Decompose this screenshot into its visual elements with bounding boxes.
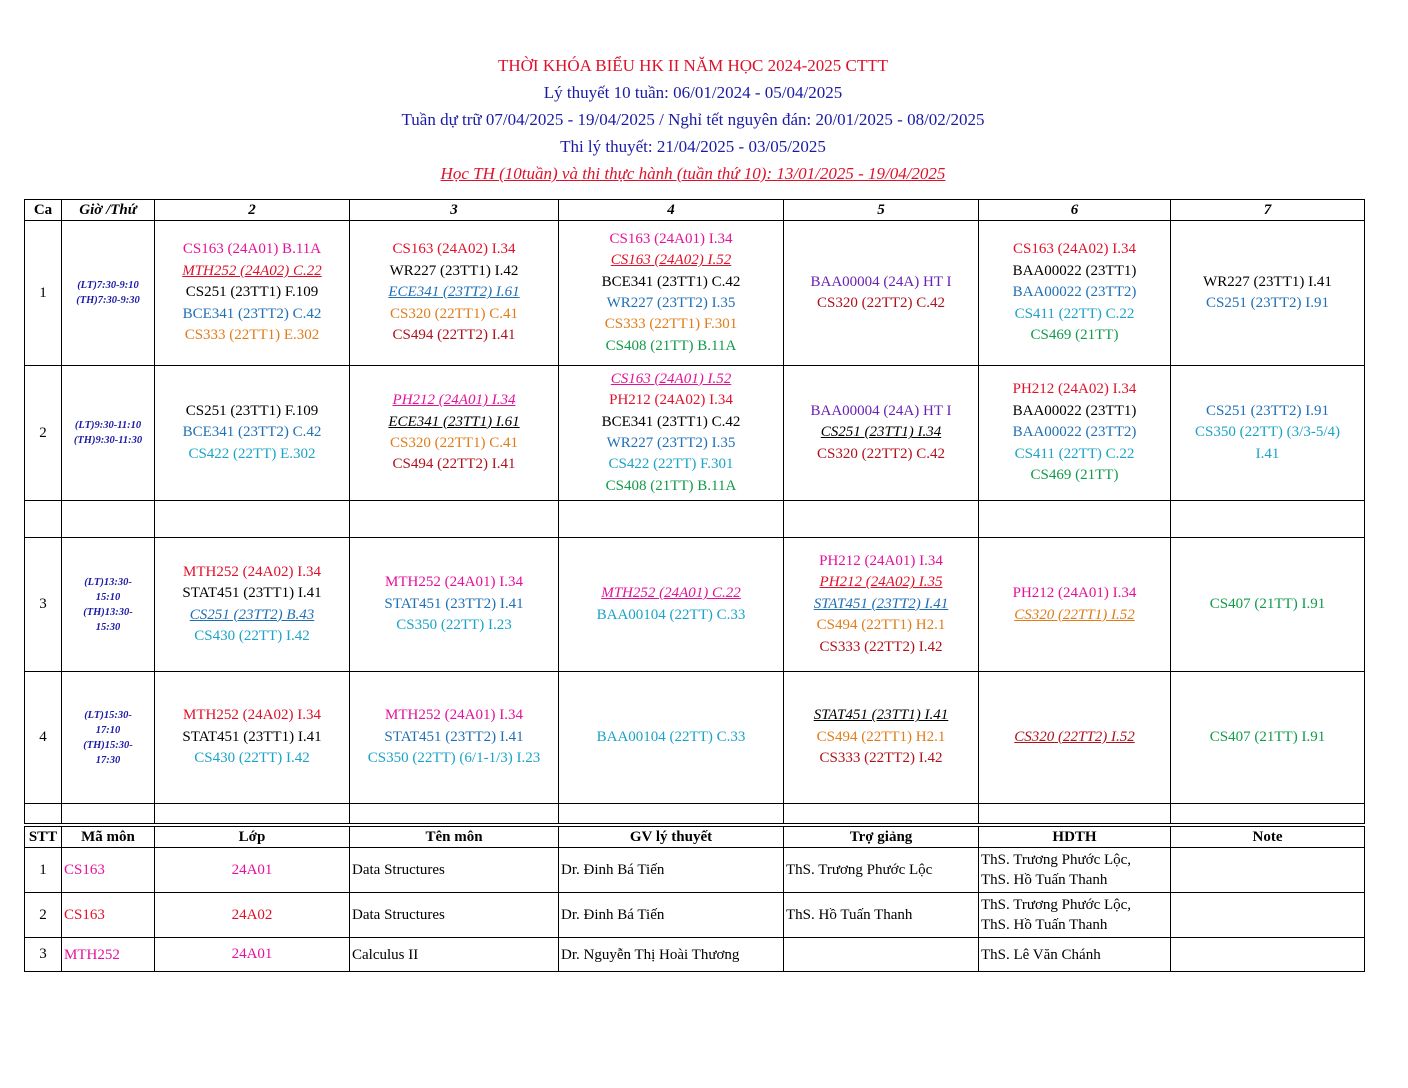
class-entry: CS469 (21TT) — [1030, 327, 1119, 344]
schedule-header-cell: 5 — [784, 200, 979, 221]
lab-instructor: ThS. Hồ Tuấn Thanh — [981, 872, 1108, 888]
schedule-row — [25, 538, 1365, 672]
class-entry: CS430 (22TT) I.42 — [194, 750, 310, 767]
time-line: (TH)9:30-11:30 — [73, 435, 143, 446]
class-entry: CS333 (22TT2) I.42 — [819, 638, 943, 655]
day-cell — [979, 221, 1171, 366]
class-entry: STAT451 (23TT2) I.41 — [384, 595, 524, 612]
day-cell — [559, 672, 784, 804]
time-line: 15:30 — [95, 621, 121, 633]
class-entry: CS494 (22TT1) H2.1 — [816, 728, 946, 745]
class-entry: CS469 (21TT) — [1030, 467, 1119, 484]
class-entry: CS422 (22TT) E.302 — [188, 445, 316, 462]
session-time — [62, 538, 155, 672]
spacer-row — [25, 804, 1365, 824]
course-note — [1171, 848, 1365, 893]
class-entry: BCE341 (23TT1) C.42 — [601, 273, 741, 290]
class-entry: CS251 (23TT2) B.43 — [189, 606, 315, 623]
class-entry: CS411 (22TT) C.22 — [1014, 305, 1135, 322]
class-entry: BAA00004 (24A) HT I — [810, 273, 952, 290]
class-entry: BAA00022 (23TT1) — [1012, 402, 1137, 419]
class-entry: MTH252 (24A01) C.22 — [601, 585, 741, 602]
lab-instructors — [979, 848, 1171, 893]
course-code: CS163 — [62, 893, 155, 938]
class-entry: CS350 (22TT) (6/1-1/3) I.23 — [367, 750, 541, 767]
course-class: 24A01 — [155, 938, 350, 972]
empty-cell — [25, 501, 62, 538]
day-cell — [1171, 221, 1365, 366]
class-entry: CS320 (22TT1) C.41 — [390, 435, 518, 451]
empty-cell — [155, 804, 350, 824]
teaching-assistant: ThS. Hồ Tuấn Thanh — [784, 893, 979, 938]
course-class: 24A02 — [155, 893, 350, 938]
time-line: 15:10 — [95, 591, 121, 603]
schedule-header-row — [25, 200, 1365, 221]
class-entry: CS494 (22TT2) I.41 — [392, 327, 516, 344]
day-cell — [559, 366, 784, 501]
day-cell — [155, 366, 350, 501]
time-line: (TH)7:30-9:30 — [76, 295, 140, 306]
course-row — [25, 893, 1365, 938]
class-entry: CS163 (24A02) I.34 — [392, 241, 516, 258]
session-time — [62, 221, 155, 366]
course-index: 1 — [25, 848, 62, 893]
theory-lecturer: Dr. Đinh Bá Tiến — [559, 848, 784, 893]
course-note — [1171, 938, 1365, 972]
empty-cell — [559, 804, 784, 824]
session-time — [62, 672, 155, 804]
class-entry: CS333 (22TT1) E.302 — [184, 327, 320, 344]
class-entry: WR227 (23TT1) I.41 — [1203, 273, 1332, 290]
class-entry: WR227 (23TT1) I.42 — [389, 262, 519, 279]
day-cell — [979, 672, 1171, 804]
class-entry: BCE341 (23TT2) C.42 — [182, 424, 322, 441]
class-entry: CS350 (22TT) I.23 — [396, 617, 512, 634]
class-entry: PH212 (24A01) I.34 — [392, 392, 516, 409]
empty-cell — [784, 501, 979, 538]
empty-cell — [155, 501, 350, 538]
course-header-cell: GV lý thuyết — [559, 827, 784, 848]
course-code: CS163 — [62, 848, 155, 893]
schedule-header-cell: 7 — [1171, 200, 1365, 221]
day-cell — [155, 672, 350, 804]
course-note — [1171, 893, 1365, 938]
time-line: (LT)9:30-11:10 — [74, 420, 142, 431]
class-entry: CS320 (22TT2) C.42 — [817, 445, 945, 462]
empty-cell — [350, 804, 559, 824]
day-cell — [784, 538, 979, 672]
class-entry: CS320 (22TT1) I.52 — [1014, 606, 1135, 623]
day-cell — [1171, 366, 1365, 501]
class-entry: MTH252 (24A01) I.34 — [385, 574, 523, 591]
class-entry: CS163 (24A02) I.52 — [610, 252, 732, 269]
class-entry: CS494 (22TT2) I.41 — [392, 456, 516, 473]
time-line: 17:30 — [95, 754, 121, 766]
schedule-row — [25, 221, 1365, 366]
class-entry: STAT451 (23TT2) I.41 — [813, 595, 949, 612]
empty-cell — [979, 804, 1171, 824]
class-entry: CS251 (23TT1) F.109 — [185, 284, 319, 301]
empty-cell — [979, 501, 1171, 538]
session-number: 2 — [25, 366, 62, 501]
course-header-cell: Mã môn — [62, 827, 155, 848]
day-cell — [784, 672, 979, 804]
time-line: 17:10 — [95, 724, 121, 736]
lab-instructor: ThS. Trương Phước Lộc, — [981, 852, 1132, 868]
schedule-row — [25, 672, 1365, 804]
class-entry: STAT451 (23TT1) I.41 — [182, 728, 322, 745]
class-entry: PH212 (24A02) I.34 — [609, 392, 733, 409]
course-class: 24A01 — [155, 848, 350, 893]
day-cell — [559, 538, 784, 672]
class-entry: I.41 — [1255, 445, 1280, 462]
course-header-cell: Tên môn — [350, 827, 559, 848]
class-entry: WR227 (23TT2) I.35 — [606, 435, 736, 451]
day-cell — [155, 538, 350, 672]
empty-cell — [1171, 501, 1365, 538]
class-entry: CS408 (21TT) B.11A — [605, 337, 737, 354]
session-number: 3 — [25, 538, 62, 672]
day-cell — [979, 366, 1171, 501]
class-entry: CS320 (22TT1) C.41 — [390, 305, 518, 322]
time-line: (LT)15:30- — [84, 709, 132, 721]
course-row — [25, 938, 1365, 972]
course-name: Data Structures — [350, 893, 559, 938]
class-entry: ECE341 (23TT2) I.61 — [388, 284, 520, 301]
day-cell — [350, 538, 559, 672]
schedule-table — [24, 199, 1365, 824]
class-entry: CS494 (22TT1) H2.1 — [816, 617, 946, 634]
class-entry: CS163 (24A01) I.52 — [610, 370, 732, 387]
teaching-assistant: ThS. Trương Phước Lộc — [784, 848, 979, 893]
class-entry: MTH252 (24A02) I.34 — [183, 563, 321, 580]
day-cell — [350, 221, 559, 366]
class-entry: BAA00104 (22TT) C.33 — [596, 606, 746, 623]
lab-instructors — [979, 938, 1171, 972]
class-entry: CS333 (22TT1) F.301 — [604, 316, 738, 333]
session-number: 1 — [25, 221, 62, 366]
lab-instructor: ThS. Lê Văn Chánh — [981, 946, 1101, 963]
day-cell — [350, 672, 559, 804]
class-entry: PH212 (24A01) I.34 — [1012, 585, 1137, 602]
class-entry: BAA00022 (23TT1) — [1012, 262, 1137, 279]
day-cell — [979, 538, 1171, 672]
day-cell — [350, 366, 559, 501]
exam-period: Thi lý thuyết: 21/04/2025 - 03/05/2025 — [560, 137, 826, 156]
lab-instructor: ThS. Trương Phước Lộc, — [981, 897, 1132, 913]
course-row — [25, 848, 1365, 893]
class-entry: CS163 (24A02) I.34 — [1013, 241, 1136, 258]
class-entry: CS251 (23TT1) F.109 — [185, 402, 319, 419]
day-cell — [1171, 538, 1365, 672]
day-cell — [155, 221, 350, 366]
course-header-row — [25, 827, 1365, 848]
course-header-cell: Lớp — [155, 827, 350, 848]
time-line: (LT)7:30-9:10 — [77, 280, 139, 291]
theory-lecturer: Dr. Nguyễn Thị Hoài Thương — [559, 938, 784, 972]
class-entry: CS251 (23TT2) I.91 — [1206, 402, 1329, 419]
class-entry: BCE341 (23TT2) C.42 — [182, 305, 322, 322]
schedule-header-cell: 4 — [559, 200, 784, 221]
class-entry: CS407 (21TT) I.91 — [1209, 728, 1326, 745]
empty-cell — [1171, 804, 1365, 824]
theory-lecturer: Dr. Đinh Bá Tiến — [559, 893, 784, 938]
schedule-header-cell: 6 — [979, 200, 1171, 221]
class-entry: MTH252 (24A01) I.34 — [385, 707, 523, 724]
class-entry: STAT451 (23TT2) I.41 — [384, 728, 524, 745]
class-entry: CS251 (23TT1) I.34 — [820, 424, 942, 441]
class-entry: BAA00104 (22TT) C.33 — [596, 728, 746, 745]
class-entry: CS422 (22TT) F.301 — [608, 456, 734, 473]
schedule-header-cell: 2 — [155, 200, 350, 221]
lab-period: Học TH (10tuần) và thi thực hành (tuần thứ 10): 13/01/2025 - 19/04/2025 — [440, 164, 946, 183]
class-entry: ECE341 (23TT1) I.61 — [388, 413, 520, 430]
class-entry: CS251 (23TT2) I.91 — [1206, 295, 1329, 311]
course-header-cell: STT — [25, 827, 62, 848]
time-line: (TH)15:30- — [83, 739, 133, 751]
class-entry: CS430 (22TT) I.42 — [194, 627, 310, 644]
course-info-table — [24, 826, 1365, 972]
reserve-holiday-period: Tuần dự trữ 07/04/2025 - 19/04/2025 / Nghỉ tết nguyên đán: 20/01/2025 - 08/02/2025 — [401, 110, 985, 129]
course-header-cell: HDTH — [979, 827, 1171, 848]
empty-cell — [25, 804, 62, 824]
empty-cell — [350, 501, 559, 538]
empty-cell — [62, 501, 155, 538]
class-entry: PH212 (24A01) I.34 — [819, 552, 943, 569]
theory-period: Lý thuyết 10 tuần: 06/01/2024 - 05/04/2025 — [543, 83, 843, 102]
class-entry: PH212 (24A02) I.35 — [819, 574, 943, 591]
session-number: 4 — [25, 672, 62, 804]
class-entry: MTH252 (24A02) I.34 — [183, 707, 321, 724]
class-entry: STAT451 (23TT1) I.41 — [182, 585, 322, 602]
class-entry: BAA00022 (23TT2) — [1012, 424, 1137, 441]
spacer-row — [25, 501, 1365, 538]
day-cell — [784, 221, 979, 366]
empty-cell — [62, 804, 155, 824]
course-header-cell: Note — [1171, 827, 1365, 848]
day-cell — [559, 221, 784, 366]
lab-instructors — [979, 893, 1171, 938]
time-line: (TH)13:30- — [83, 606, 133, 618]
class-entry: CS411 (22TT) C.22 — [1014, 445, 1135, 462]
schedule-row — [25, 366, 1365, 501]
schedule-header-cell: 3 — [350, 200, 559, 221]
class-entry: BCE341 (23TT1) C.42 — [601, 413, 741, 430]
class-entry: BAA00004 (24A) HT I — [810, 402, 952, 419]
session-time — [62, 366, 155, 501]
class-entry: WR227 (23TT2) I.35 — [606, 295, 736, 311]
class-entry: CS320 (22TT2) C.42 — [817, 295, 945, 311]
class-entry: CS407 (21TT) I.91 — [1209, 595, 1326, 612]
class-entry: CS333 (22TT2) I.42 — [819, 750, 943, 767]
class-entry: CS320 (22TT2) I.52 — [1014, 728, 1135, 745]
schedule-header-cell: Ca — [25, 200, 62, 221]
course-code: MTH252 — [62, 938, 155, 972]
class-entry: CS408 (21TT) B.11A — [605, 477, 737, 494]
lab-instructor: ThS. Hồ Tuấn Thanh — [981, 917, 1108, 933]
course-index: 2 — [25, 893, 62, 938]
empty-cell — [559, 501, 784, 538]
class-entry: CS163 (24A01) B.11A — [182, 241, 322, 258]
class-entry: BAA00022 (23TT2) — [1012, 284, 1137, 301]
day-cell — [784, 366, 979, 501]
teaching-assistant — [784, 938, 979, 972]
course-index: 3 — [25, 938, 62, 972]
course-name: Data Structures — [350, 848, 559, 893]
schedule-header-cell: Giờ /Thứ — [62, 200, 155, 221]
course-name: Calculus II — [350, 938, 559, 972]
class-entry: CS163 (24A01) I.34 — [609, 230, 733, 247]
class-entry: MTH252 (24A02) C.22 — [182, 262, 322, 279]
empty-cell — [784, 804, 979, 824]
time-line: (LT)13:30- — [84, 576, 132, 588]
timetable-header — [0, 52, 1386, 187]
class-entry: PH212 (24A02) I.34 — [1012, 381, 1137, 398]
class-entry: CS350 (22TT) (3/3-5/4) — [1195, 424, 1340, 441]
class-entry: STAT451 (23TT1) I.41 — [813, 707, 949, 724]
course-header-cell: Trợ giảng — [784, 827, 979, 848]
page-title: THỜI KHÓA BIỂU HK II NĂM HỌC 2024-2025 CTTT — [497, 56, 889, 75]
day-cell — [1171, 672, 1365, 804]
